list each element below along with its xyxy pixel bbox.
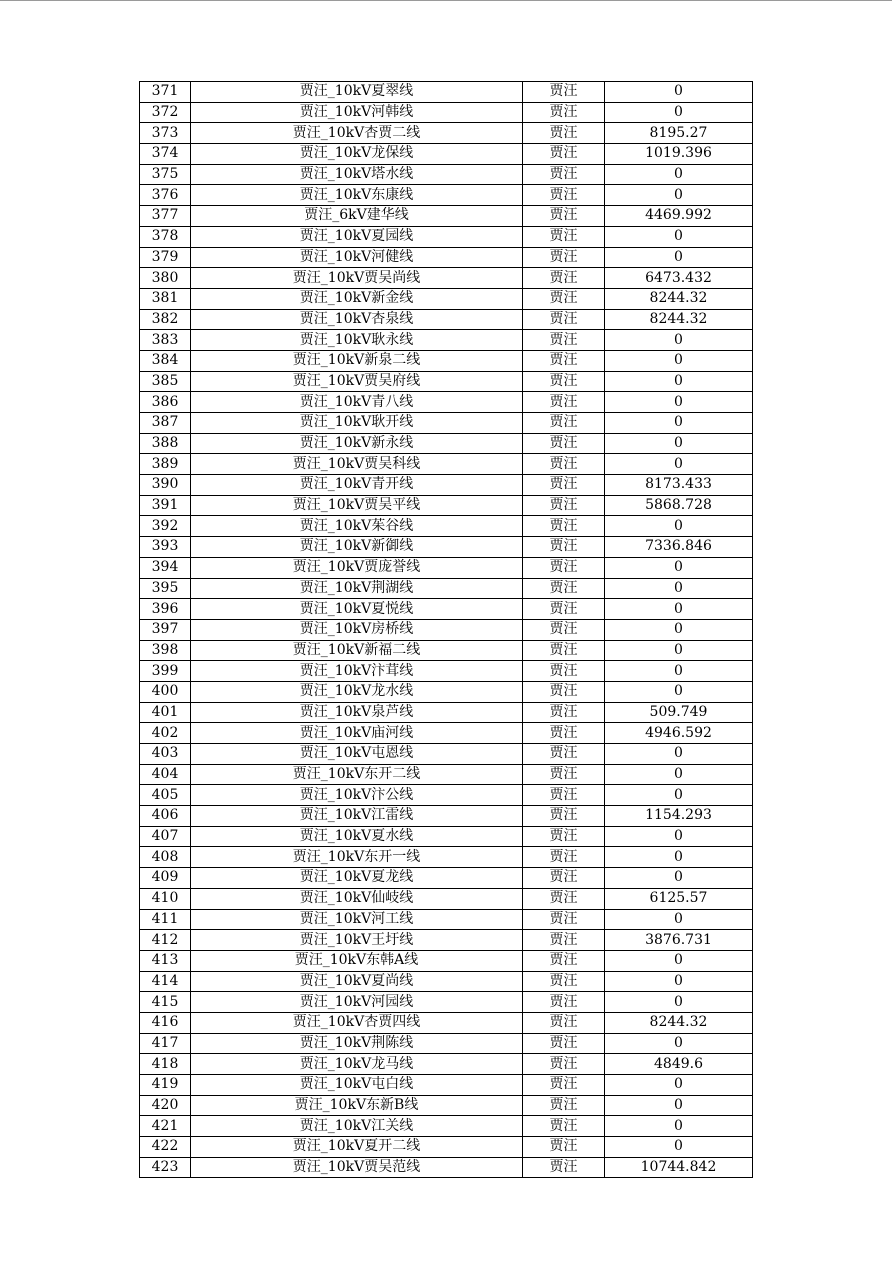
station-cell: 贾汪 (523, 1054, 605, 1075)
row-number-cell: 391 (140, 495, 191, 516)
value-cell: 0 (605, 226, 753, 247)
table-row (140, 909, 753, 930)
line-name-cell: 贾汪_10kV新金线 (191, 288, 523, 309)
feeder-line-table (139, 81, 753, 1178)
row-number-cell: 377 (140, 206, 191, 227)
row-number-cell: 403 (140, 744, 191, 765)
value-cell: 0 (605, 185, 753, 206)
value-cell: 0 (605, 413, 753, 434)
value-cell: 10744.842 (605, 1157, 753, 1178)
line-name-cell: 贾汪_10kV新泉二线 (191, 350, 523, 371)
table-row (140, 681, 753, 702)
value-cell: 0 (605, 1075, 753, 1096)
row-number-cell: 386 (140, 392, 191, 413)
station-cell: 贾汪 (523, 454, 605, 475)
value-cell: 0 (605, 950, 753, 971)
row-number-cell: 378 (140, 226, 191, 247)
line-name-cell: 贾汪_10kV龙保线 (191, 144, 523, 165)
line-name-cell: 贾汪_10kV东开二线 (191, 764, 523, 785)
table-row (140, 185, 753, 206)
line-name-cell: 贾汪_10kV塔水线 (191, 164, 523, 185)
station-cell: 贾汪 (523, 102, 605, 123)
value-cell: 0 (605, 599, 753, 620)
row-number-cell: 422 (140, 1137, 191, 1158)
table-row (140, 1137, 753, 1158)
value-cell: 0 (605, 1033, 753, 1054)
table-row (140, 413, 753, 434)
row-number-cell: 410 (140, 888, 191, 909)
row-number-cell: 383 (140, 330, 191, 351)
value-cell: 1154.293 (605, 806, 753, 827)
station-cell: 贾汪 (523, 123, 605, 144)
row-number-cell: 411 (140, 909, 191, 930)
row-number-cell: 399 (140, 661, 191, 682)
station-cell: 贾汪 (523, 806, 605, 827)
row-number-cell: 419 (140, 1075, 191, 1096)
table-row (140, 992, 753, 1013)
row-number-cell: 404 (140, 764, 191, 785)
value-cell: 0 (605, 681, 753, 702)
station-cell: 贾汪 (523, 206, 605, 227)
row-number-cell: 381 (140, 288, 191, 309)
station-cell: 贾汪 (523, 640, 605, 661)
row-number-cell: 421 (140, 1116, 191, 1137)
table-row (140, 578, 753, 599)
table-row (140, 785, 753, 806)
value-cell: 0 (605, 578, 753, 599)
table-row (140, 247, 753, 268)
row-number-cell: 371 (140, 82, 191, 103)
station-cell: 贾汪 (523, 619, 605, 640)
row-number-cell: 372 (140, 102, 191, 123)
value-cell: 4469.992 (605, 206, 753, 227)
line-name-cell: 贾汪_10kV贾庞誉线 (191, 557, 523, 578)
row-number-cell: 409 (140, 868, 191, 889)
row-number-cell: 395 (140, 578, 191, 599)
line-name-cell: 贾汪_10kV河韩线 (191, 102, 523, 123)
row-number-cell: 380 (140, 268, 191, 289)
station-cell: 贾汪 (523, 764, 605, 785)
row-number-cell: 382 (140, 309, 191, 330)
station-cell: 贾汪 (523, 495, 605, 516)
line-name-cell: 贾汪_10kV河工线 (191, 909, 523, 930)
row-number-cell: 392 (140, 516, 191, 537)
value-cell: 8195.27 (605, 123, 753, 144)
station-cell: 贾汪 (523, 268, 605, 289)
value-cell: 0 (605, 330, 753, 351)
station-cell: 贾汪 (523, 433, 605, 454)
line-name-cell: 贾汪_10kV房桥线 (191, 619, 523, 640)
line-name-cell: 贾汪_10kV新御线 (191, 537, 523, 558)
line-name-cell: 贾汪_10kV贾吴尚线 (191, 268, 523, 289)
line-name-cell: 贾汪_10kV耿永线 (191, 330, 523, 351)
table-row (140, 144, 753, 165)
station-cell: 贾汪 (523, 144, 605, 165)
station-cell: 贾汪 (523, 309, 605, 330)
station-cell: 贾汪 (523, 744, 605, 765)
row-number-cell: 393 (140, 537, 191, 558)
station-cell: 贾汪 (523, 661, 605, 682)
value-cell: 5868.728 (605, 495, 753, 516)
table-row (140, 764, 753, 785)
table-row (140, 309, 753, 330)
row-number-cell: 394 (140, 557, 191, 578)
table-row (140, 1033, 753, 1054)
table-row (140, 557, 753, 578)
station-cell: 贾汪 (523, 1095, 605, 1116)
table-row (140, 1157, 753, 1178)
station-cell: 贾汪 (523, 971, 605, 992)
station-cell: 贾汪 (523, 702, 605, 723)
row-number-cell: 379 (140, 247, 191, 268)
table-row (140, 1075, 753, 1096)
table-row (140, 206, 753, 227)
row-number-cell: 402 (140, 723, 191, 744)
value-cell: 0 (605, 619, 753, 640)
station-cell: 贾汪 (523, 1075, 605, 1096)
table-row (140, 950, 753, 971)
table-row (140, 1116, 753, 1137)
station-cell: 贾汪 (523, 888, 605, 909)
station-cell: 贾汪 (523, 847, 605, 868)
station-cell: 贾汪 (523, 1137, 605, 1158)
row-number-cell: 407 (140, 826, 191, 847)
row-number-cell: 420 (140, 1095, 191, 1116)
station-cell: 贾汪 (523, 826, 605, 847)
line-name-cell: 贾汪_10kV茱谷线 (191, 516, 523, 537)
table-row (140, 123, 753, 144)
row-number-cell: 375 (140, 164, 191, 185)
table-row (140, 661, 753, 682)
line-name-cell: 贾汪_10kV东开一线 (191, 847, 523, 868)
row-number-cell: 400 (140, 681, 191, 702)
line-name-cell: 贾汪_10kV河园线 (191, 992, 523, 1013)
station-cell: 贾汪 (523, 164, 605, 185)
value-cell: 8244.32 (605, 1012, 753, 1033)
station-cell: 贾汪 (523, 785, 605, 806)
row-number-cell: 384 (140, 350, 191, 371)
line-name-cell: 贾汪_10kV屯恩线 (191, 744, 523, 765)
value-cell: 0 (605, 1095, 753, 1116)
row-number-cell: 415 (140, 992, 191, 1013)
table-row (140, 371, 753, 392)
table-row (140, 330, 753, 351)
table-row (140, 495, 753, 516)
row-number-cell: 416 (140, 1012, 191, 1033)
table-row (140, 164, 753, 185)
line-name-cell: 贾汪_10kV夏悦线 (191, 599, 523, 620)
row-number-cell: 408 (140, 847, 191, 868)
table-row (140, 868, 753, 889)
table-row (140, 454, 753, 475)
station-cell: 贾汪 (523, 557, 605, 578)
line-name-cell: 贾汪_10kV贾吴范线 (191, 1157, 523, 1178)
table-row (140, 599, 753, 620)
table-row (140, 744, 753, 765)
line-name-cell: 贾汪_10kV夏园线 (191, 226, 523, 247)
value-cell: 0 (605, 661, 753, 682)
table-row (140, 930, 753, 951)
line-name-cell: 贾汪_10kV荆陈线 (191, 1033, 523, 1054)
station-cell: 贾汪 (523, 599, 605, 620)
table-row (140, 723, 753, 744)
table-row (140, 516, 753, 537)
table-row (140, 350, 753, 371)
station-cell: 贾汪 (523, 413, 605, 434)
table-row (140, 806, 753, 827)
station-cell: 贾汪 (523, 681, 605, 702)
table-row (140, 1054, 753, 1075)
value-cell: 7336.846 (605, 537, 753, 558)
value-cell: 0 (605, 1137, 753, 1158)
table-row (140, 702, 753, 723)
line-name-cell: 贾汪_10kV夏尚线 (191, 971, 523, 992)
value-cell: 0 (605, 247, 753, 268)
value-cell: 6473.432 (605, 268, 753, 289)
station-cell: 贾汪 (523, 930, 605, 951)
value-cell: 0 (605, 971, 753, 992)
line-name-cell: 贾汪_10kV东新B线 (191, 1095, 523, 1116)
station-cell: 贾汪 (523, 1012, 605, 1033)
value-cell: 0 (605, 454, 753, 475)
line-name-cell: 贾汪_10kV青八线 (191, 392, 523, 413)
line-name-cell: 贾汪_10kV夏开二线 (191, 1137, 523, 1158)
value-cell: 0 (605, 744, 753, 765)
station-cell: 贾汪 (523, 226, 605, 247)
station-cell: 贾汪 (523, 578, 605, 599)
value-cell: 0 (605, 433, 753, 454)
row-number-cell: 373 (140, 123, 191, 144)
page-top-rule (0, 0, 892, 1)
value-cell: 0 (605, 164, 753, 185)
line-name-cell: 贾汪_10kV杏泉线 (191, 309, 523, 330)
value-cell: 8173.433 (605, 475, 753, 496)
table-row (140, 288, 753, 309)
row-number-cell: 413 (140, 950, 191, 971)
table-row (140, 226, 753, 247)
station-cell: 贾汪 (523, 185, 605, 206)
value-cell: 0 (605, 847, 753, 868)
row-number-cell: 414 (140, 971, 191, 992)
line-name-cell: 贾汪_10kV贾吴科线 (191, 454, 523, 475)
line-name-cell: 贾汪_10kV夏龙线 (191, 868, 523, 889)
station-cell: 贾汪 (523, 992, 605, 1013)
table-row (140, 640, 753, 661)
station-cell: 贾汪 (523, 475, 605, 496)
line-name-cell: 贾汪_10kV仙岐线 (191, 888, 523, 909)
table-row (140, 475, 753, 496)
value-cell: 0 (605, 640, 753, 661)
line-name-cell: 贾汪_10kV荆湖线 (191, 578, 523, 599)
value-cell: 0 (605, 909, 753, 930)
row-number-cell: 390 (140, 475, 191, 496)
row-number-cell: 423 (140, 1157, 191, 1178)
value-cell: 8244.32 (605, 309, 753, 330)
station-cell: 贾汪 (523, 868, 605, 889)
value-cell: 6125.57 (605, 888, 753, 909)
table-row (140, 433, 753, 454)
value-cell: 8244.32 (605, 288, 753, 309)
table-row (140, 826, 753, 847)
line-name-cell: 贾汪_10kV杏贾二线 (191, 123, 523, 144)
station-cell: 贾汪 (523, 516, 605, 537)
row-number-cell: 387 (140, 413, 191, 434)
station-cell: 贾汪 (523, 350, 605, 371)
line-name-cell: 贾汪_10kV龙水线 (191, 681, 523, 702)
line-name-cell: 贾汪_10kV泉芦线 (191, 702, 523, 723)
line-name-cell: 贾汪_10kV江雷线 (191, 806, 523, 827)
line-name-cell: 贾汪_10kV河健线 (191, 247, 523, 268)
station-cell: 贾汪 (523, 330, 605, 351)
line-name-cell: 贾汪_10kV青开线 (191, 475, 523, 496)
table-row (140, 102, 753, 123)
row-number-cell: 376 (140, 185, 191, 206)
value-cell: 3876.731 (605, 930, 753, 951)
row-number-cell: 417 (140, 1033, 191, 1054)
row-number-cell: 374 (140, 144, 191, 165)
table-row (140, 1095, 753, 1116)
line-name-cell: 贾汪_10kV夏翠线 (191, 82, 523, 103)
row-number-cell: 412 (140, 930, 191, 951)
table-row (140, 971, 753, 992)
row-number-cell: 397 (140, 619, 191, 640)
station-cell: 贾汪 (523, 82, 605, 103)
station-cell: 贾汪 (523, 1116, 605, 1137)
row-number-cell: 388 (140, 433, 191, 454)
table-row (140, 619, 753, 640)
line-name-cell: 贾汪_6kV建华线 (191, 206, 523, 227)
value-cell: 0 (605, 868, 753, 889)
row-number-cell: 398 (140, 640, 191, 661)
station-cell: 贾汪 (523, 950, 605, 971)
line-name-cell: 贾汪_10kV新永线 (191, 433, 523, 454)
line-name-cell: 贾汪_10kV江关线 (191, 1116, 523, 1137)
line-name-cell: 贾汪_10kV屯白线 (191, 1075, 523, 1096)
station-cell: 贾汪 (523, 371, 605, 392)
station-cell: 贾汪 (523, 247, 605, 268)
table-row (140, 392, 753, 413)
row-number-cell: 396 (140, 599, 191, 620)
line-name-cell: 贾汪_10kV汴茸线 (191, 661, 523, 682)
value-cell: 4849.6 (605, 1054, 753, 1075)
line-name-cell: 贾汪_10kV杏贾四线 (191, 1012, 523, 1033)
row-number-cell: 406 (140, 806, 191, 827)
station-cell: 贾汪 (523, 723, 605, 744)
row-number-cell: 401 (140, 702, 191, 723)
station-cell: 贾汪 (523, 909, 605, 930)
table-row (140, 888, 753, 909)
line-name-cell: 贾汪_10kV庙河线 (191, 723, 523, 744)
station-cell: 贾汪 (523, 1157, 605, 1178)
table-body (140, 82, 753, 1178)
row-number-cell: 385 (140, 371, 191, 392)
value-cell: 0 (605, 102, 753, 123)
line-name-cell: 贾汪_10kV耿开线 (191, 413, 523, 434)
value-cell: 0 (605, 371, 753, 392)
table-row (140, 1012, 753, 1033)
table-row (140, 268, 753, 289)
station-cell: 贾汪 (523, 1033, 605, 1054)
row-number-cell: 405 (140, 785, 191, 806)
value-cell: 0 (605, 557, 753, 578)
value-cell: 0 (605, 992, 753, 1013)
value-cell: 0 (605, 764, 753, 785)
row-number-cell: 389 (140, 454, 191, 475)
line-name-cell: 贾汪_10kV龙马线 (191, 1054, 523, 1075)
value-cell: 0 (605, 826, 753, 847)
value-cell: 0 (605, 82, 753, 103)
value-cell: 0 (605, 350, 753, 371)
line-name-cell: 贾汪_10kV王圩线 (191, 930, 523, 951)
line-name-cell: 贾汪_10kV东康线 (191, 185, 523, 206)
line-name-cell: 贾汪_10kV贾吴府线 (191, 371, 523, 392)
value-cell: 0 (605, 516, 753, 537)
value-cell: 1019.396 (605, 144, 753, 165)
table-row (140, 537, 753, 558)
table-row (140, 82, 753, 103)
station-cell: 贾汪 (523, 288, 605, 309)
value-cell: 0 (605, 1116, 753, 1137)
line-name-cell: 贾汪_10kV贾吴平线 (191, 495, 523, 516)
line-name-cell: 贾汪_10kV新福二线 (191, 640, 523, 661)
line-name-cell: 贾汪_10kV东韩A线 (191, 950, 523, 971)
station-cell: 贾汪 (523, 392, 605, 413)
line-name-cell: 贾汪_10kV夏水线 (191, 826, 523, 847)
row-number-cell: 418 (140, 1054, 191, 1075)
value-cell: 4946.592 (605, 723, 753, 744)
table-row (140, 847, 753, 868)
line-name-cell: 贾汪_10kV汴公线 (191, 785, 523, 806)
value-cell: 509.749 (605, 702, 753, 723)
station-cell: 贾汪 (523, 537, 605, 558)
value-cell: 0 (605, 392, 753, 413)
value-cell: 0 (605, 785, 753, 806)
